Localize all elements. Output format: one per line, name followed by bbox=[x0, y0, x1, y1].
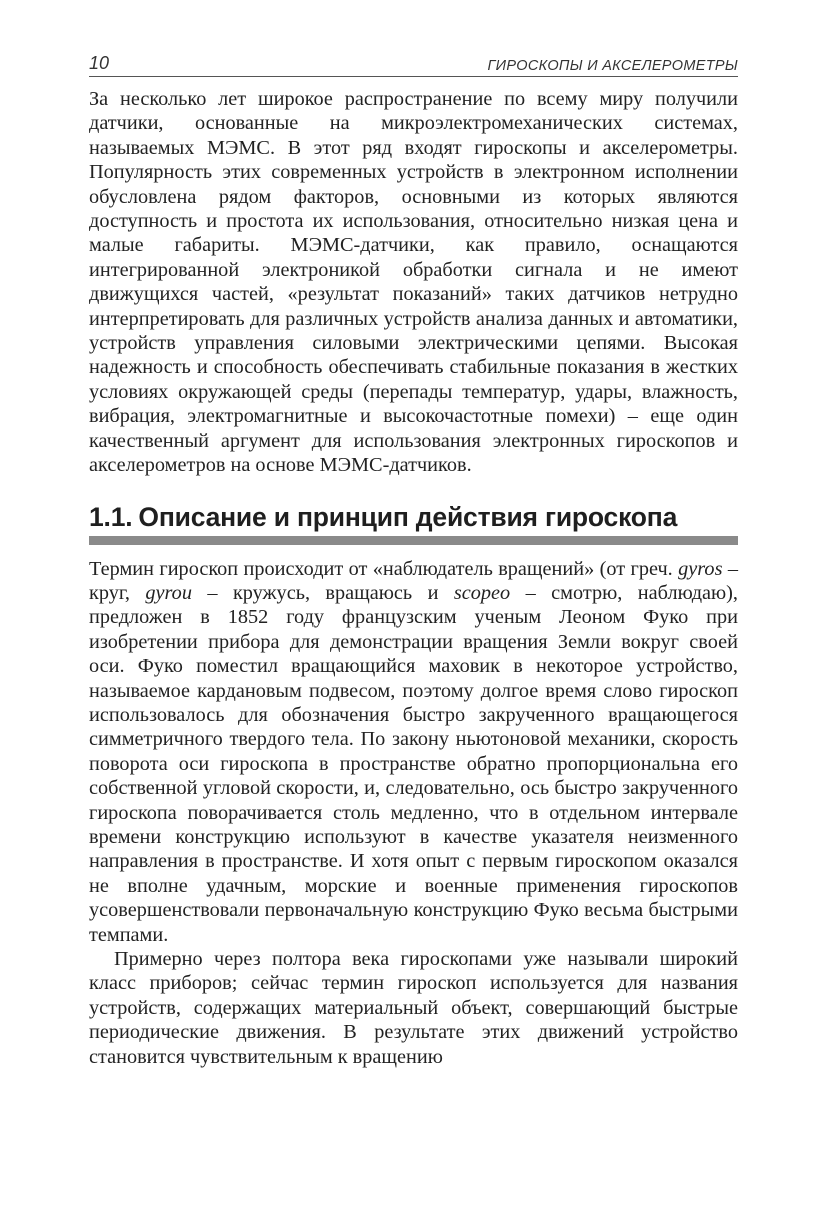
running-title: ГИРОСКОПЫ И АКСЕЛЕРОМЕТРЫ bbox=[487, 58, 738, 74]
section-paragraph-1 bbox=[89, 557, 738, 948]
paragraph-text: – смотрю, наблюдаю), предложен в 1852 году французским ученым Леоном Фуко при изобретении прибора для демонстрации вращения Земли вокруг своей оси. Фуко поместил вращающийся маховик в некоторое устройство, называемое кардановым подвесом, поэтому долгое время слово гироскоп использовалось для обозначения быстро закрученного вращающегося симметричного твердого тела. По закону ньютоновой механики, скорость поворота оси гироскопа в пространстве обратно пропорциональна его собственной угловой скорости, и, следовательно, ось быстро закрученного гироскопа поворачивается столь медленно, что в отдельном интервале времени конструкцию используют в качестве указателя неизменного направления в пространстве. И хотя опыт с первым гироскопом оказался не вполне удачным, морские и военные применения гироскопов усовершенствовали первоначальную конструкцию Фуко весьма быстрыми темпами. bbox=[89, 581, 738, 946]
section-heading bbox=[89, 502, 738, 532]
section-paragraph-2: Примерно через полтора века гироскопами уже называли широкий класс приборов; сейчас термин гироскоп используется для названия устройств, содержащих материальный объект, совершающий быстрые периодические движения. В результате этих движений устройство становится чувствительным к вращению bbox=[89, 948, 738, 1068]
paragraph-text: Термин гироскоп происходит от «наблюдатель вращений» (от греч. bbox=[89, 557, 679, 580]
paragraph-text: – кружусь, вращаюсь и bbox=[191, 581, 454, 604]
paragraph-text: – круг, bbox=[89, 557, 738, 604]
section-title: Описание и принцип действия гироскопа bbox=[138, 501, 678, 532]
greek-term-gyros: gyros bbox=[678, 557, 723, 580]
heading-rule bbox=[89, 536, 738, 545]
greek-term-scopeo: scopeo bbox=[453, 581, 511, 604]
intro-paragraph: За несколько лет широкое распространение по всему миру получили датчики, основанные на микроэлектромеханических системах, называемых МЭМС. В этот ряд входят гироскопы и акселерометры. Популярность этих современных устройств в электронном исполнении обусловлена рядом факторов, основными из которых являются доступность и простота их использования, относительно низкая цена и малые габариты. МЭМС-датчики, как правило, оснащаются интегрированной электроникой обработки сигнала и не имеют движущихся частей, «результат показаний» таких датчиков нетрудно интерпретировать для различных устройств анализа данных и автоматики, устройств управления силовыми электрическими цепями. Высокая надежность и способность обеспечивать стабильные показания в жестких условиях окружающей среды (перепады температур, удары, влажность, вибрация, электромагнитные и высокочастотные помехи) – еще один качественный аргумент для использования электронных гироскопов и акселерометров на основе МЭМС-датчиков. bbox=[89, 88, 738, 477]
greek-term-gyrou: gyrou bbox=[145, 581, 192, 604]
section-number: 1.1. bbox=[89, 501, 133, 532]
page-number: 10 bbox=[89, 53, 110, 73]
running-header bbox=[89, 50, 738, 77]
